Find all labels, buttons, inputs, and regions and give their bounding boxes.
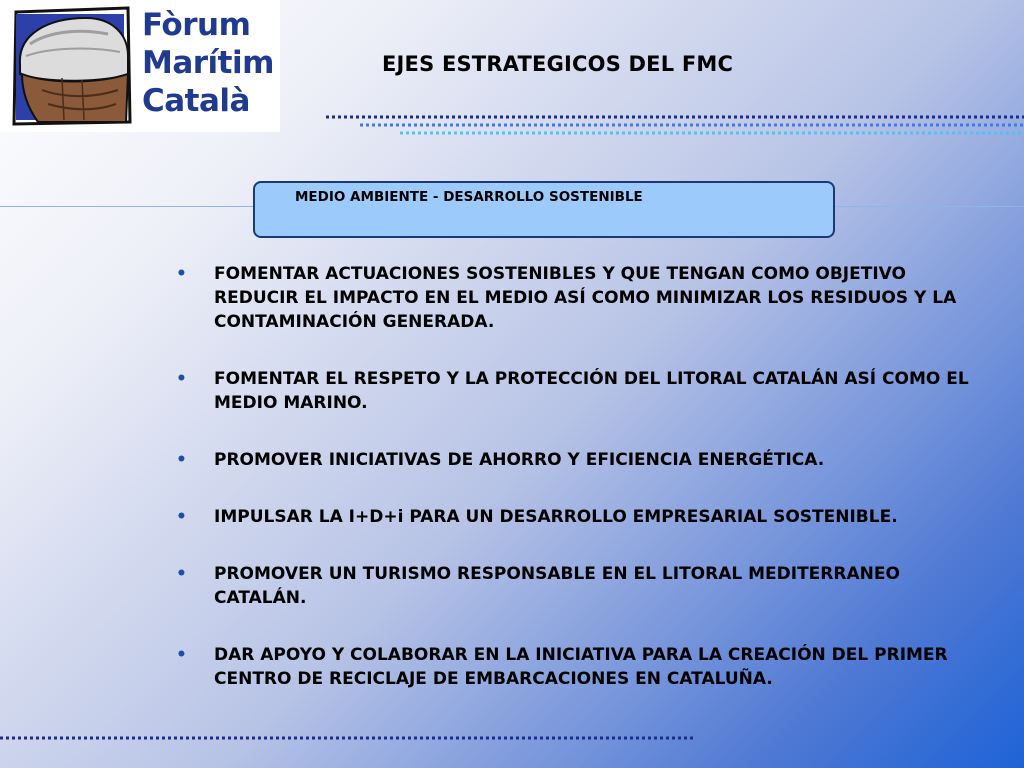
bullet-list	[176, 262, 976, 724]
bullet-item	[176, 367, 976, 415]
dotted-divider-top	[326, 114, 1024, 136]
logo	[0, 0, 280, 132]
sailor-helmet-icon	[8, 4, 134, 128]
bullet-icon: •	[176, 369, 187, 389]
bullet-item	[176, 562, 976, 610]
section-label: MEDIO AMBIENTE - DESARROLLO SOSTENIBLE	[295, 189, 643, 205]
bullet-icon: •	[176, 645, 187, 665]
section-header-box	[253, 181, 835, 238]
bullet-text: FOMENTAR ACTUACIONES SOSTENIBLES Y QUE TENGAN COMO OBJETIVO REDUCIR EL IMPACTO EN EL MEDIO ASÍ COMO MINIMIZAR LOS RESIDUOS Y LA CONTAMINACIÓN GENERADA.	[214, 264, 957, 332]
bullet-text: IMPULSAR LA I+D+i PARA UN DESARROLLO EMPRESARIAL SOSTENIBLE.	[214, 507, 898, 527]
bullet-text: PROMOVER INICIATIVAS DE AHORRO Y EFICIENCIA ENERGÉTICA.	[214, 450, 825, 470]
bullet-text: FOMENTAR EL RESPETO Y LA PROTECCIÓN DEL LITORAL CATALÁN ASÍ COMO EL MEDIO MARINO.	[214, 369, 969, 413]
bullet-icon: •	[176, 264, 187, 284]
bullet-text: PROMOVER UN TURISMO RESPONSABLE EN EL LITORAL MEDITERRANEO CATALÁN.	[214, 564, 900, 608]
bullet-text: DAR APOYO Y COLABORAR EN LA INICIATIVA PARA LA CREACIÓN DEL PRIMER CENTRO DE RECICLAJE DE EMBARCACIONES EN CATALUÑA.	[214, 645, 948, 689]
bullet-item	[176, 448, 976, 472]
logo-line-1: Fòrum	[142, 7, 251, 43]
dotted-divider-bottom	[0, 734, 700, 742]
slide-title: EJES ESTRATEGICOS DEL FMC	[382, 52, 734, 76]
bullet-item	[176, 643, 976, 691]
logo-line-2: Marítim	[142, 45, 274, 81]
bullet-icon: •	[176, 507, 187, 527]
bullet-item	[176, 262, 976, 334]
bullet-item	[176, 505, 976, 529]
bullet-icon: •	[176, 450, 187, 470]
logo-line-3: Català	[142, 83, 250, 119]
bullet-icon: •	[176, 564, 187, 584]
logo-text	[142, 6, 274, 120]
